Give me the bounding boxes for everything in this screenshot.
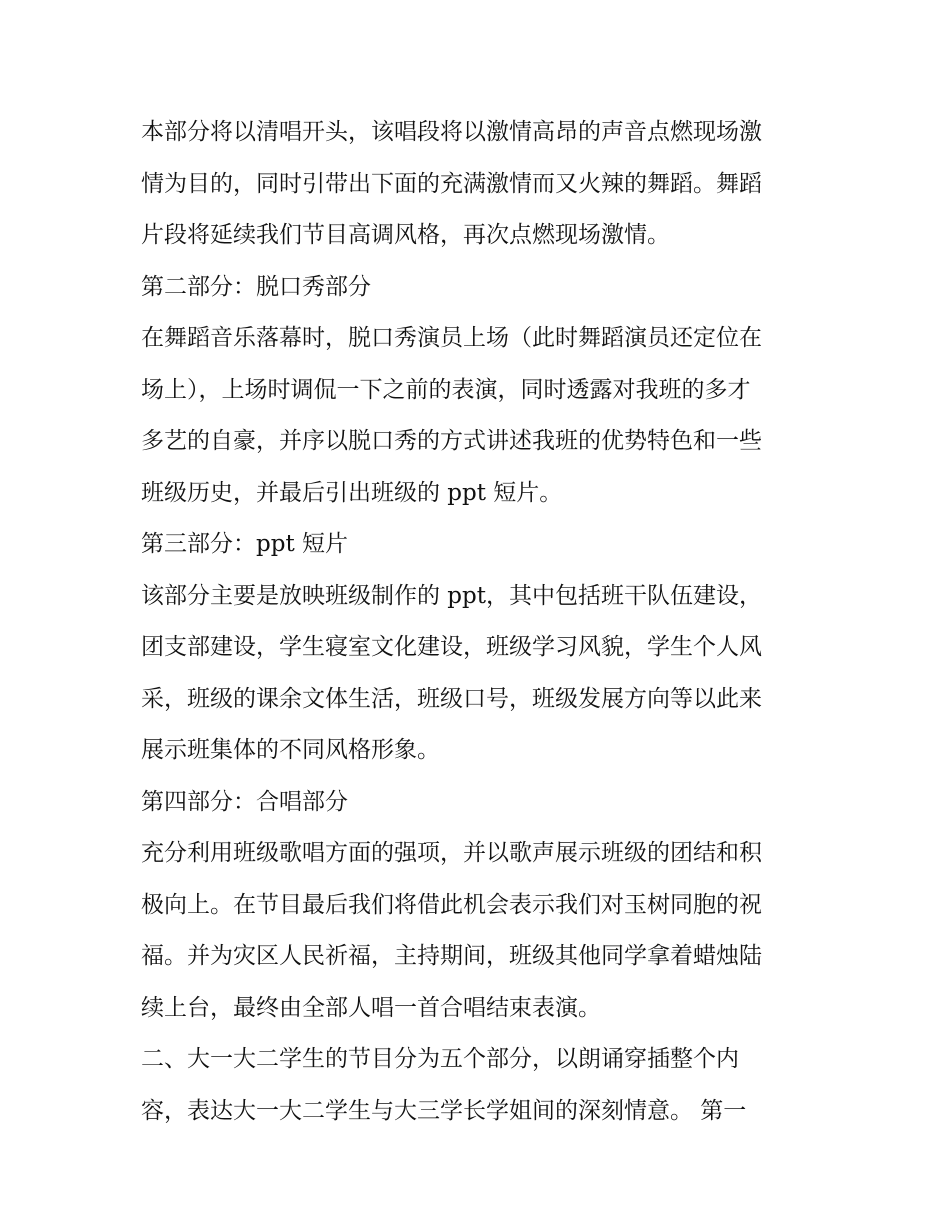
paragraph-line: 班级历史，并最后引出班级的 ppt 短片。 — [141, 479, 563, 506]
section-heading: 第二部分：脱口秀部分 — [141, 273, 371, 300]
paragraph-line: 团支部建设，学生寝室文化建设，班级学习风貌，学生个人风 — [141, 634, 762, 660]
paragraph-line: 该部分主要是放映班级制作的 ppt，其中包括班干队伍建设， — [141, 582, 762, 609]
paragraph-line: 片段将延续我们节目高调风格，再次点燃现场激情。 — [141, 222, 670, 248]
paragraph-line: 充分利用班级歌唱方面的强项，并以歌声展示班级的团结和积 — [141, 840, 762, 866]
paragraph-line: 场上），上场时调侃一下之前的表演，同时透露对我班的多才 — [141, 376, 751, 403]
section-heading: 第四部分：合唱部分 — [141, 788, 348, 815]
paragraph-line: 采，班级的课余文体生活，班级口号，班级发展方向等以此来 — [141, 685, 762, 712]
section-heading: 第三部分：ppt 短片 — [141, 531, 348, 557]
paragraph-line: 在舞蹈音乐落幕时，脱口秀演员上场（此时舞蹈演员还定位在 — [141, 325, 762, 351]
paragraph-line: 续上台，最终由全部人唱一首合唱结束表演。 — [141, 994, 601, 1021]
paragraph-line: 极向上。在节目最后我们将借此机会表示我们对玉树同胞的祝 — [141, 891, 762, 918]
paragraph-line: 多艺的自豪，并序以脱口秀的方式讲述我班的优势特色和一些 — [141, 428, 762, 454]
paragraph-line: 二、大一大二学生的节目分为五个部分，以朗诵穿插整个内 — [141, 1046, 739, 1072]
paragraph-line: 福。并为灾区人民祈福，主持期间，班级其他同学拿着蜡烛陆 — [141, 943, 762, 969]
body-text — [141, 107, 821, 1137]
paragraph-line: 容，表达大一大二学生与大三学长学姐间的深刻情意。 第一 — [141, 1097, 747, 1124]
paragraph-line: 展示班集体的不同风格形象。 — [141, 737, 440, 763]
paragraph-line: 本部分将以清唱开头，该唱段将以激情高昂的声音点燃现场激 — [141, 119, 762, 145]
paragraph-line: 情为目的，同时引带出下面的充满激情而又火辣的舞蹈。舞蹈 — [141, 170, 762, 197]
